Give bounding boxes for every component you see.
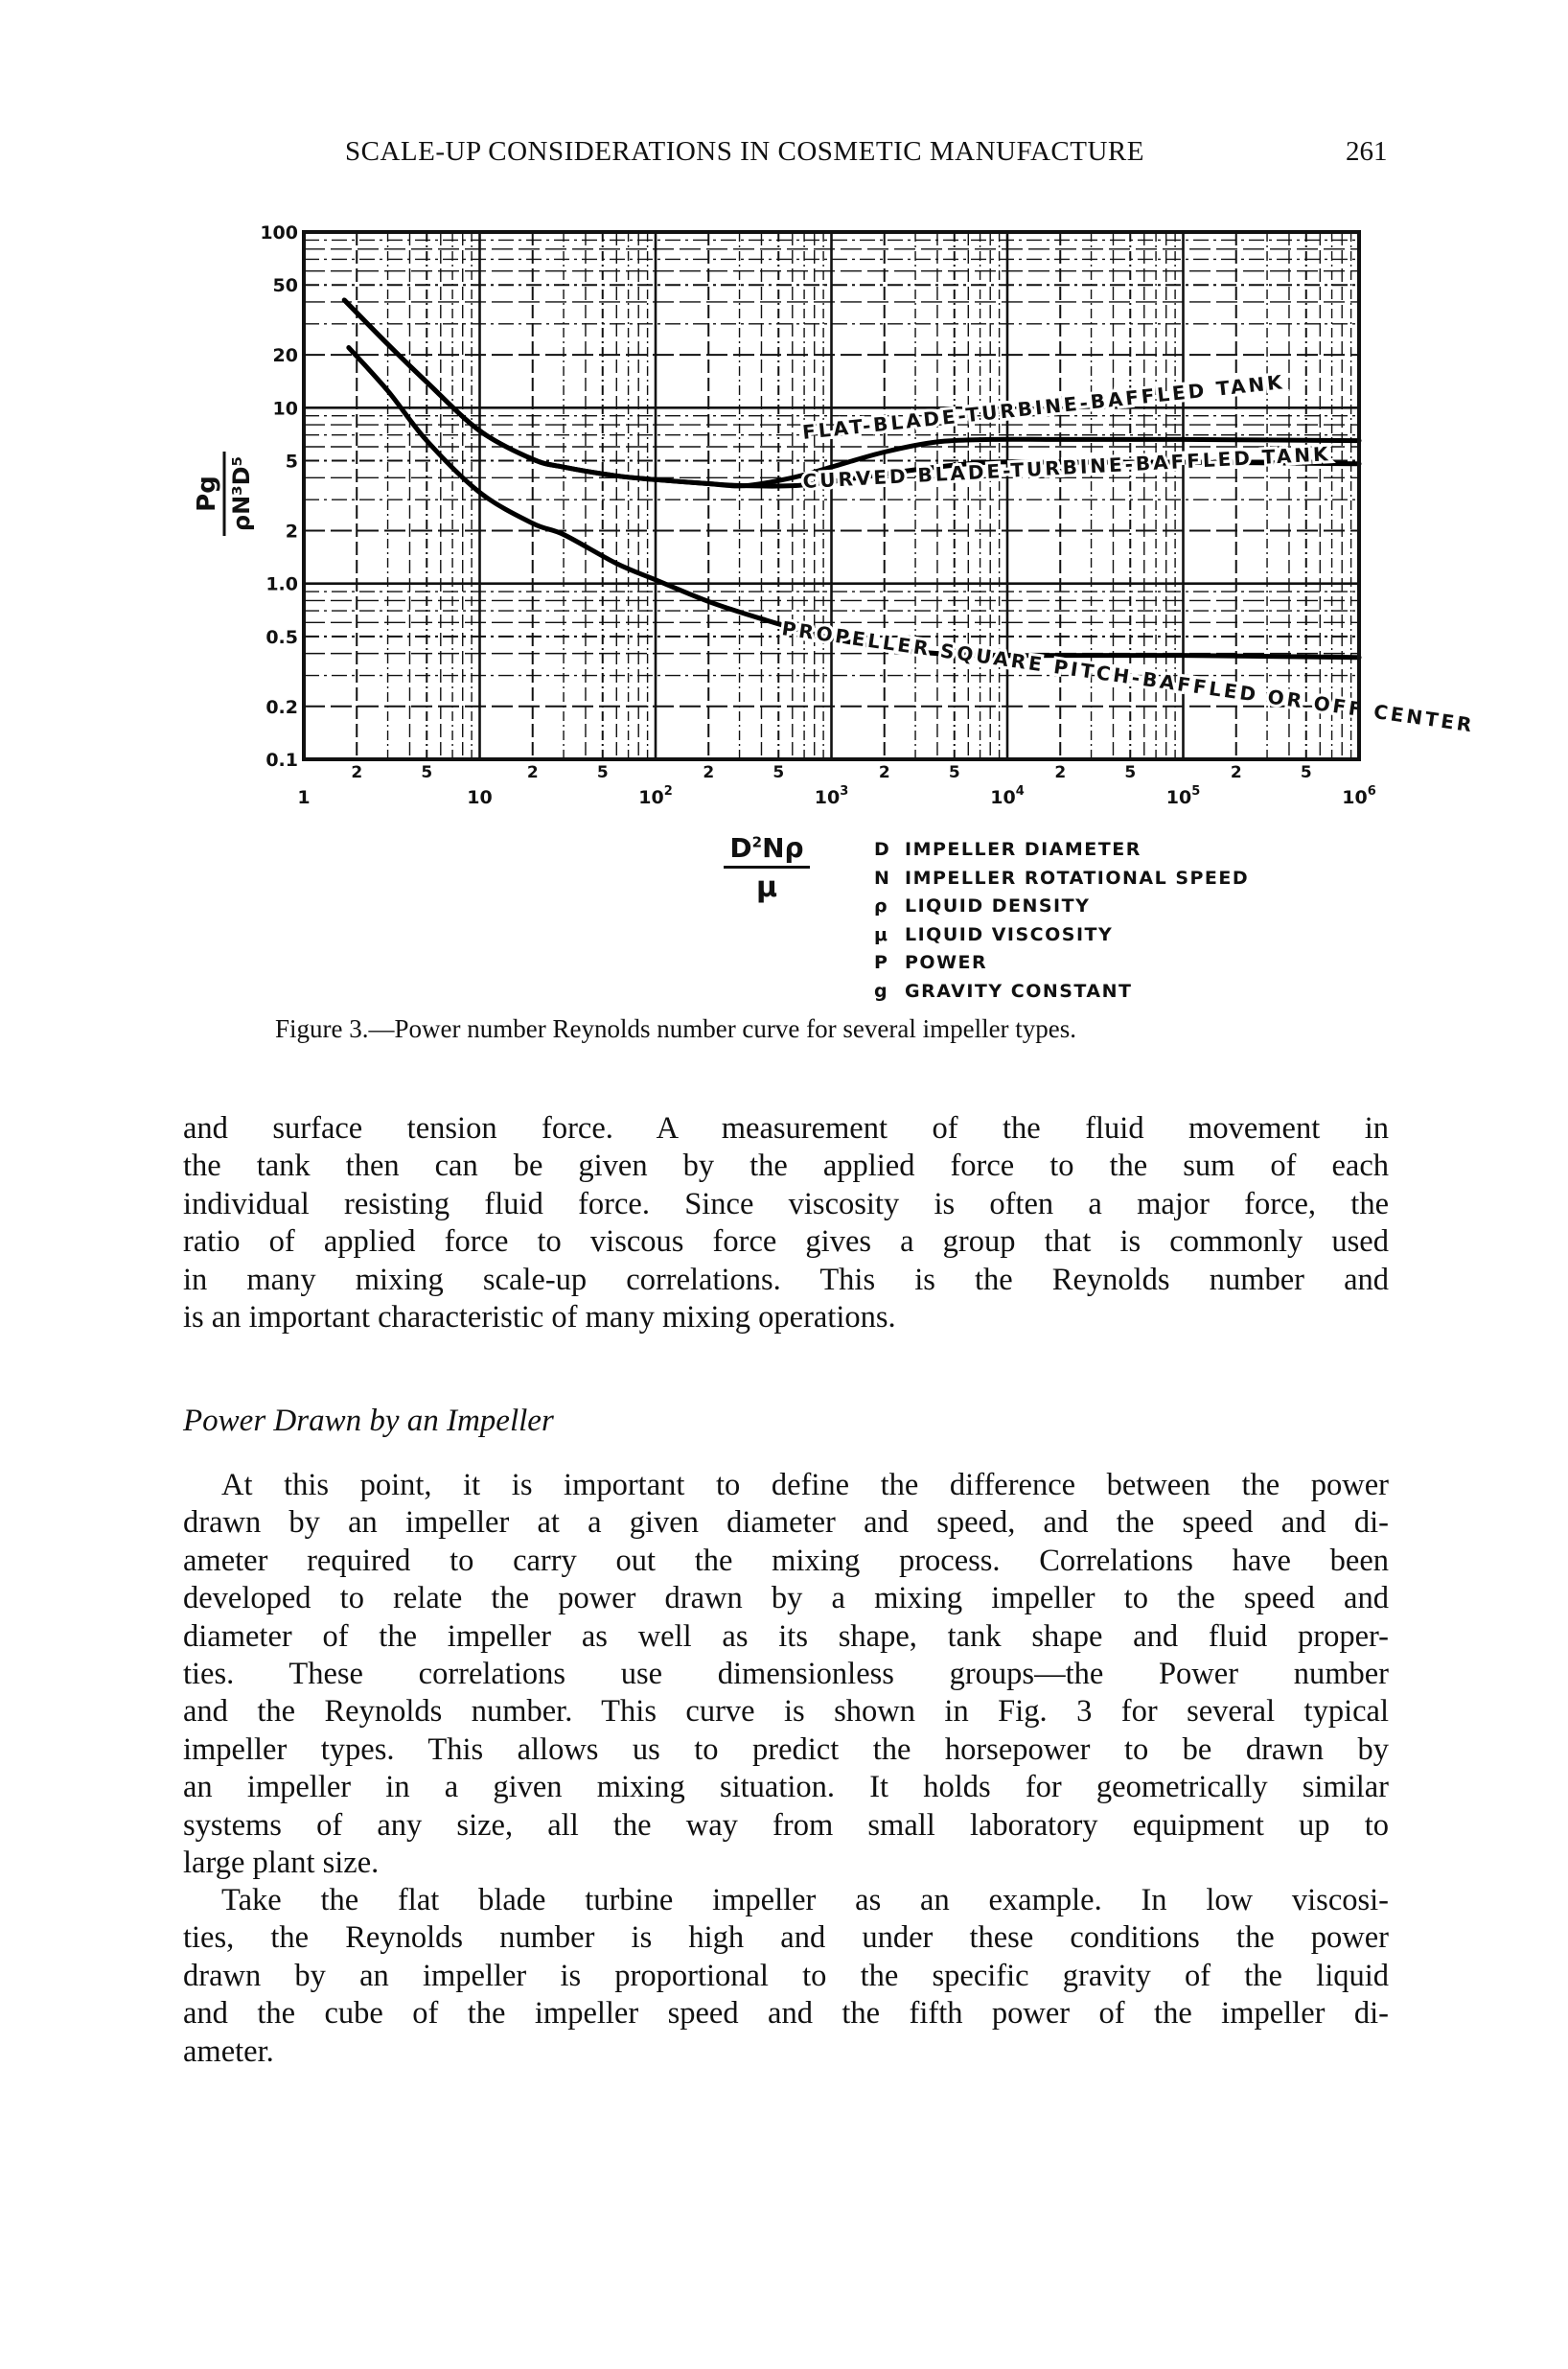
x-minor-tick-label: 2 [351,763,363,782]
text-line: diameter of the impeller as well as its shape, tank shape and fluid proper- [183,1618,1389,1654]
y-axis-label-numerator: Pg [193,476,221,512]
y-tick-label: 1.0 [265,573,298,595]
legend-symbol: ρ [874,895,889,917]
x-axis-label-reynolds-group [709,832,824,904]
x-minor-tick-label: 5 [421,763,433,782]
y-tick-label: 100 [260,222,298,244]
x-tick-exponent: 2 [663,784,673,799]
y-tick-label: 20 [272,345,298,367]
x-minor-tick-label: 2 [1054,763,1067,782]
x-tick-label: 1 [297,787,311,808]
legend-label: IMPELLER DIAMETER [905,839,1141,860]
x-tick-exponent: 4 [1015,784,1025,799]
x-tick-exponent: 5 [1191,784,1201,799]
paragraph-2 [183,1467,1389,1882]
x-tick-label: $10^5$ [1165,784,1201,808]
legend-symbol: N [874,867,891,889]
reynolds-numerator-rest: Nρ [762,832,804,864]
legend-symbol: g [874,980,889,1002]
text-line: developed to relate the power drawn by a mixing impeller to the speed and [183,1581,1389,1616]
section-heading: Power Drawn by an Impeller [183,1404,554,1438]
symbol-legend [874,836,1249,1006]
text-line: in many mixing scale-up correlations. This is the Reynolds number and [183,1262,1389,1297]
text-line: impeller types. This allows us to predict the horsepower to be drawn by [183,1731,1389,1767]
y-tick-label: 0.1 [265,750,298,771]
text-line: large plant size. [183,1845,380,1880]
text-line: drawn by an impeller at a given diameter and speed, and the speed and di- [183,1505,1389,1541]
legend-item [874,978,1249,1007]
x-tick-label: $10^6$ [1342,784,1376,808]
y-axis-label-denominator: ρN³D⁵ [228,455,255,532]
x-tick-label: $10^4$ [990,784,1025,808]
y-tick-label: 50 [272,275,298,297]
text-line: and surface tension force. A measurement of the fluid movement in [183,1111,1389,1146]
text-line: and the cube of the impeller speed and the fifth power of the impeller di- [183,1996,1389,2032]
reynolds-numerator [724,832,809,869]
legend-symbol: μ [874,923,889,945]
y-tick-label: 5 [285,451,298,473]
text-line: ties, the Reynolds number is high and under these conditions the power [183,1920,1389,1956]
text-line: ameter required to carry out the mixing process. Correlations have been [183,1543,1389,1578]
legend-label: LIQUID VISCOSITY [905,923,1114,945]
reynolds-numerator-base: D [729,832,752,864]
x-minor-tick-label: 5 [1300,763,1312,782]
x-tick-exponent: 6 [1367,784,1376,799]
curve-label-text: CURVED BLADE-TURBINE-BAFFLED TANK [802,442,1332,493]
y-axis-label [193,452,255,536]
text-line: systems of any size, all the way from small laboratory equipment up to [183,1807,1389,1843]
curve-label-1 [802,442,1331,493]
x-minor-tick-label: 2 [703,763,715,782]
legend-symbol: P [874,952,889,973]
legend-label: IMPELLER ROTATIONAL SPEED [905,867,1250,889]
paragraph-3 [183,1882,1389,2071]
text-line: and the Reynolds number. This curve is shown in Fig. 3 for several typical [183,1694,1389,1730]
x-tick-label: 10 [467,787,493,808]
paragraph-1 [183,1110,1389,1336]
legend-label: GRAVITY CONSTANT [905,980,1133,1002]
legend-item [874,836,1249,865]
text-line: Take the flat blade turbine impeller as an example. In low viscosi- [221,1883,1389,1917]
y-tick-label: 10 [272,398,298,420]
legend-item [874,921,1249,950]
legend-symbol: D [874,839,891,860]
text-line: individual resisting fluid force. Since viscosity is often a major force, the [183,1186,1389,1221]
x-minor-tick-label: 2 [1230,763,1242,782]
x-minor-tick-label: 5 [948,763,960,782]
x-minor-tick-label: 5 [772,763,785,782]
text-line: ties. These correlations use dimensionless groups—the Power number [183,1656,1389,1691]
y-tick-label: 2 [285,521,298,543]
text-line: ratio of applied force to viscous force gives a group that is commonly used [183,1224,1389,1260]
curve-label-text: PROPELLER SQUARE PITCH-BAFFLED OR OFF CENTER [780,616,1476,737]
curve-label-text: FLAT-BLADE-TURBINE-BAFFLED TANK [801,370,1286,444]
reynolds-denominator: μ [755,871,778,904]
x-tick-exponent: 3 [840,784,849,799]
text-line: an impeller in a given mixing situation. It holds for geometrically similar [183,1770,1389,1805]
legend-item [874,949,1249,978]
x-minor-tick-label: 2 [878,763,890,782]
legend-item [874,893,1249,921]
legend-label: LIQUID DENSITY [905,895,1091,917]
x-minor-tick-label: 5 [1124,763,1137,782]
text-line: ameter. [183,2033,274,2069]
running-head: SCALE-UP CONSIDERATIONS IN COSMETIC MANUFACTURE [345,136,1144,167]
legend-label: POWER [905,952,988,973]
text-line: At this point, it is important to define the difference between the power [221,1468,1389,1502]
page-number: 261 [1346,136,1388,167]
x-minor-tick-label: 2 [526,763,539,782]
text-line: the tank then can be given by the applied force to the sum of each [183,1149,1389,1184]
y-tick-label: 0.5 [265,626,298,648]
text-line: is an important characteristic of many mixing operations. [183,1299,896,1335]
legend-item [874,865,1249,894]
x-minor-tick-label: 5 [596,763,609,782]
figure-caption: Figure 3.—Power number Reynolds number curve for several impeller types. [275,1014,1077,1043]
x-tick-label: $10^2$ [638,784,673,808]
x-tick-label: $10^3$ [814,784,849,808]
text-line: drawn by an impeller is proportional to the specific gravity of the liquid [183,1958,1389,1993]
reynolds-numerator-exp: 2 [751,833,763,851]
power-number-chart [0,0,1568,825]
y-tick-label: 0.2 [265,696,298,718]
